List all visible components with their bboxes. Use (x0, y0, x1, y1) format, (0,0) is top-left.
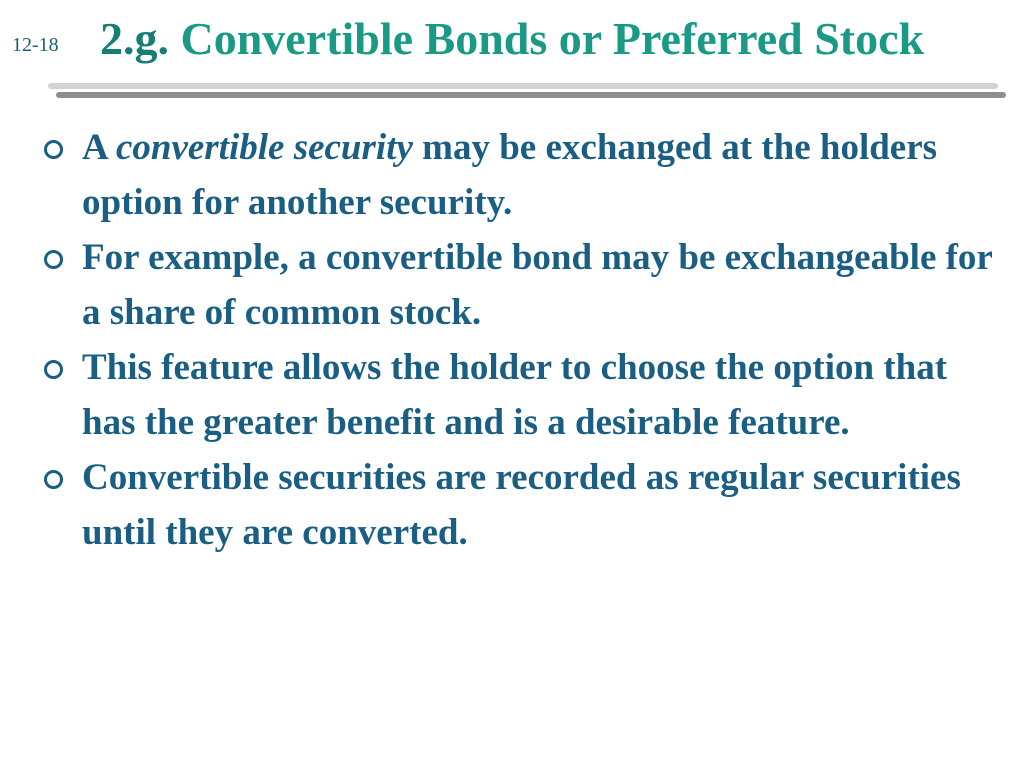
slide-number: 12-18 (12, 34, 59, 56)
bullet-emphasis: convertible security (115, 127, 413, 168)
bullet-item (42, 340, 1002, 450)
bullet-list (42, 120, 1002, 560)
bullet-text-lead: A (82, 127, 116, 168)
bullet-text-tail: may be exchanged at the holders option for another security. (82, 127, 938, 223)
hollow-circle-bullet-icon (44, 250, 63, 269)
hollow-circle-bullet-icon (44, 470, 63, 489)
bullet-text: Convertible securities are recorded as regular securities until they are converted. (82, 457, 961, 553)
bullet-item (42, 120, 1002, 230)
bullet-text: This feature allows the holder to choose the option that has the greater benefit and is a desirable feature. (82, 347, 948, 443)
bullet-item (42, 450, 1002, 560)
hollow-circle-bullet-icon (44, 140, 63, 159)
title-divider-dark (56, 92, 1006, 98)
slide-title-text: Convertible Bonds or Preferred Stock (180, 13, 925, 64)
title-divider-light (48, 83, 998, 89)
hollow-circle-bullet-icon (44, 360, 63, 379)
bullet-text: For example, a convertible bond may be exchangeable for a share of common stock. (82, 237, 993, 333)
bullet-item (42, 230, 1002, 340)
slide-title-prefix: 2.g. (100, 13, 169, 64)
slide-title (100, 12, 924, 65)
